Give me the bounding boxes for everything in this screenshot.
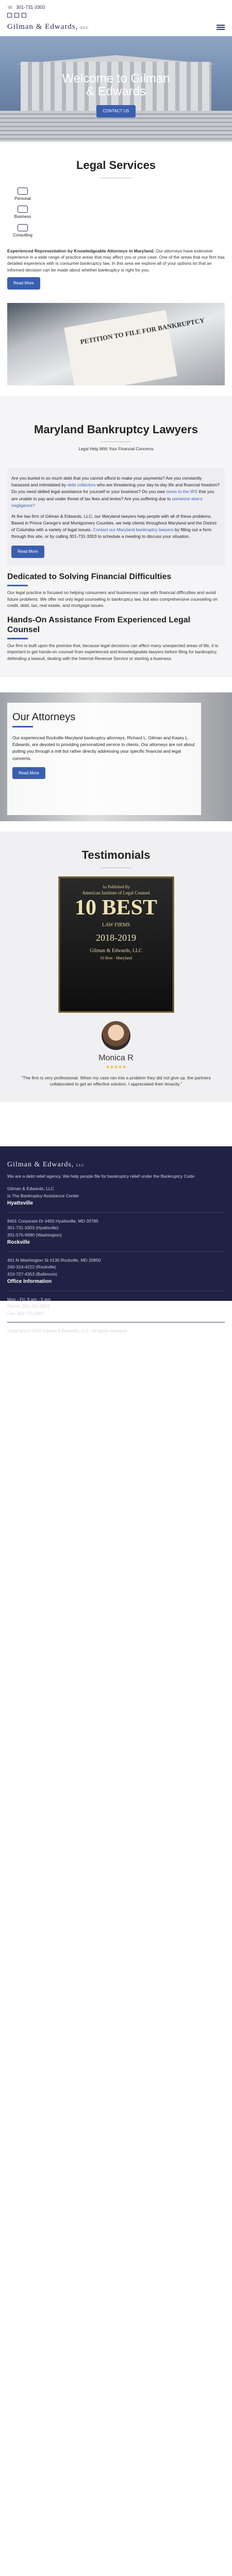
testimonials-section <box>0 832 232 1102</box>
contact-lawyers-link[interactable]: Contact our Maryland bankruptcy lawyers <box>93 527 174 533</box>
debt-collectors-link[interactable]: debt collectors <box>67 482 96 488</box>
bankruptcy-petition-photo: PETITION TO FILE FOR BANKRUPTCY <box>7 303 225 385</box>
footer-tagline: We are a debt relief agency. We help people file for bankruptcy relief under the Bankruptcy Code. <box>7 1174 196 1179</box>
rockville-phone[interactable]: 240-314-4222 (Rockville) <box>7 1264 56 1270</box>
footer-logo[interactable]: Gilman & Edwards, LLC <box>7 1160 85 1168</box>
attorneys-text: Our experienced Rockville Maryland bankruptcy attorneys, Richard L. Gilman and Kasey L. Edwards, are devoted to providing personalized service to clients. Our attorneys are not about putting you through a mill but rather directly addressing your specific financial and legal concerns. <box>12 735 195 761</box>
md-bankruptcy-title: Maryland Bankruptcy Lawyers <box>34 422 198 436</box>
ten-best-award-badge: As Published By American Institute of Legal Counsel 10 BEST LAW FIRMS 2018-2019 Gilman & Edwards, LLC 10 Best - Maryland <box>58 876 174 1013</box>
service-personal[interactable]: Personal <box>7 188 38 202</box>
financial-title: Dedicated to Solving Financial Difficulties <box>7 572 172 581</box>
md-bankruptcy-read-more[interactable]: Read More <box>11 546 44 558</box>
hamburger-menu-icon[interactable] <box>217 25 225 30</box>
top-phone[interactable]: 301-731-3303 <box>16 5 45 10</box>
attorneys-section <box>0 692 232 821</box>
md-bankruptcy-card: Are you buried in so much debt that you cannot afford to make your payments? Are you constantly harassed and intimidated by debt collectors who are threatening your day-to-day life and financial freedom? Do you need skilled legal assistance for yourself or your business? Do you owe taxes to the IRS that you are unable to pay and under threat of tax fees and levies? Are you suffering due to someone else's negligence? At the law firm of Gilman & Edwards, LLC, our Maryland lawyers help people with all of these problems. Based in Prince George's and Montgomery Counties, we help clients throughout Maryland and the District of Columbia with a variety of legal issues. Contact our Maryland bankruptcy lawyers by filling out a form through this site, or by calling 301-731-3303 to schedule a meeting to discuss your situation. Read More <box>7 468 225 565</box>
contact-us-button[interactable]: CONTACT US <box>96 105 135 117</box>
hero-title: Welcome to Gilman & Edwards <box>62 72 170 99</box>
irs-taxes-link[interactable]: taxes to the IRS <box>166 489 197 495</box>
office-rockville-title: Rockville <box>7 1239 30 1245</box>
top-bar <box>0 0 232 36</box>
personal-icon <box>18 188 28 195</box>
baltimore-phone[interactable]: 410-727-4353 (Baltimore) <box>7 1271 57 1277</box>
hero-banner <box>0 36 232 142</box>
service-consulting[interactable]: Consulting <box>7 224 38 239</box>
legal-services-section <box>0 142 232 385</box>
brand-logo[interactable]: Gilman & Edwards, LLC <box>7 23 89 31</box>
reviewer-avatar <box>102 1021 130 1050</box>
hyattsville-phone[interactable]: 301-731-3303 (Hyattsville) <box>7 1225 59 1231</box>
testimonial-quote: "The firm is very professional. When my case ran into a problem they did not give up, the partners collaborated to get an effective solution. I appreciated their tenacity." <box>21 1075 211 1087</box>
site-footer: Gilman & Edwards, LLC We are a debt relief agency. We help people file for bankruptcy relief under the Bankruptcy Code. Gilman & Edwards, LLC Is The Bankruptcy Assistance Center Hyattsville 8401 Corporate Dr #450 Hyattsville, MD 20785 301-731-3303 (Hyattsville) 201-575-9990 (Washington) Rockville 401 N Washington St #130 Rockville, MD 20850 240-314-4222 (Rockville) 410-727-4353 (Baltimore) Office Information Mon - Fri: 9 am - 5 pm Phone: 301-731-3303 Fax: 301-731-3307 Copyright © 2023 Gilman & Edwards, LLC. All rights reserved. <box>0 1146 232 1301</box>
consulting-icon <box>18 224 28 231</box>
md-bankruptcy-section <box>0 396 232 677</box>
legal-services-title: Legal Services <box>76 159 156 172</box>
rating-stars: ★★★★★ <box>105 1064 127 1070</box>
office-hyattsville-title: Hyattsville <box>7 1200 34 1206</box>
service-business[interactable]: Business <box>7 206 38 220</box>
attorneys-read-more[interactable]: Read More <box>12 767 45 779</box>
md-bankruptcy-subtitle: Legal Help With Your Financial Concerns <box>78 447 154 452</box>
copyright: Copyright © 2023 Gilman & Edwards, LLC. All rights reserved. <box>7 1328 128 1333</box>
main-phone[interactable]: Phone: 301-731-3303 <box>7 1303 50 1309</box>
testimonials-title: Testimonials <box>81 848 151 861</box>
financial-text: Our legal practice is focused on helping consumers and businesses cope with financial difficulties and avoid future problems. We offer not only legal counseling in bankruptcy law, but also comprehensive counseling on credit, debt, tax, real estate, and mortgage issues. <box>7 590 218 608</box>
legal-services-intro: Experienced Representation by Knowledgeable Attorneys in Maryland. Our attorneys have extensive experience in a wide range of practice areas that may affect you or your case. One of the areas that our firm has detailed experience with is consumer bankruptcy law. In this area we explore all of your options so that an informed decision can be made about whether bankruptcy is right for you. <box>7 248 225 273</box>
reviewer-name: Monica R <box>98 1053 134 1062</box>
negligence-link[interactable]: someone else's negligence? <box>11 496 203 508</box>
google-plus-icon[interactable] <box>22 13 26 18</box>
washington-phone[interactable]: 201-575-9990 (Washington) <box>7 1232 62 1238</box>
legal-services-read-more[interactable]: Read More <box>7 277 40 290</box>
attorneys-title: Our Attorneys <box>12 711 76 723</box>
office-info-title: Office Information <box>7 1278 52 1284</box>
facebook-icon[interactable] <box>7 13 12 18</box>
business-icon <box>18 206 28 213</box>
hands-on-title: Hands-On Assistance From Experienced Legal Counsel <box>7 616 191 634</box>
linkedin-icon[interactable] <box>14 13 19 18</box>
hands-on-text: Our firm is built upon the premise that, because legal decisions can affect many unexpected areas of life, it is important to get hands-on counsel from experienced and knowledgeable lawyers before filing for bankruptcy, defending a lawsuit, dealing with the Internal Revenue Service or starting a business. <box>7 643 219 661</box>
phone-icon: ☏ <box>7 5 13 10</box>
